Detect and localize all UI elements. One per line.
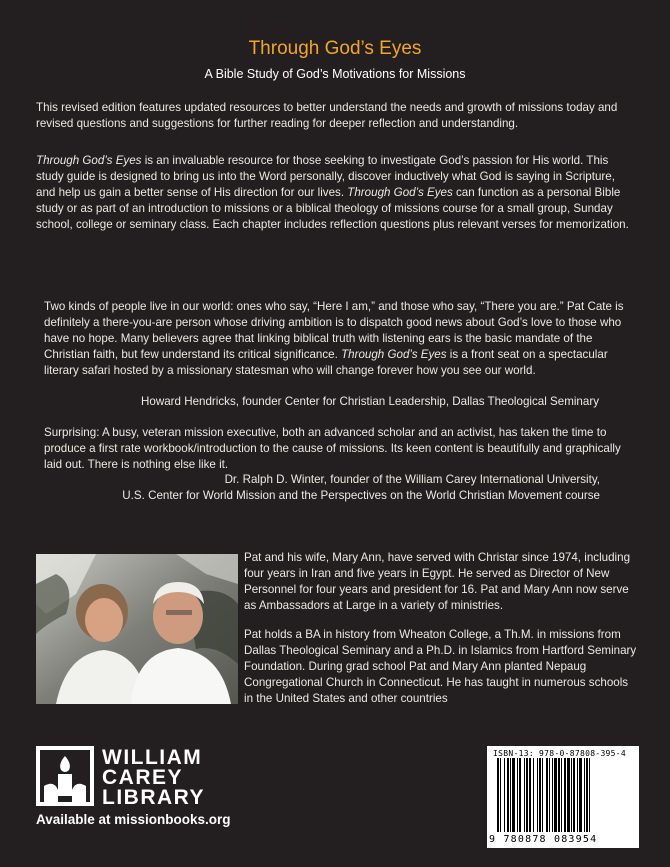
intro-paragraph-2 — [36, 153, 636, 233]
book-title-inline-b: Through God’s Eyes — [347, 186, 453, 199]
intro-text-b: can function as a personal Bible study or as part of an introduction to missions or a biblical theology of missions course for a small group, Sunday school, college or seminary class. Each chapter includes reflection questions plus relevant verses for memorization. — [36, 186, 629, 231]
attribution-winter-2: U.S. Center for World Mission and the Perspectives on the World Christian Movement course — [122, 489, 600, 502]
barcode-icon — [487, 746, 639, 848]
author-bio-paragraph-2: Pat holds a BA in history from Wheaton College, a Th.M. in missions from Dallas Theological Seminary and a Ph.D. in Islamics from Hartford Seminary Foundation. During grad school Pat and Mary Ann planted Nepaug Congregational Church in Connecticut. He has taught in numerous schools in the United States and other countries — [244, 628, 637, 705]
attribution-hendricks: Howard Hendricks, founder Center for Christian Leadership, Dallas Theological Seminary — [141, 395, 599, 408]
publisher-name-line-3: LIBRARY — [102, 786, 206, 809]
barcode-digits: 9 780878 083954 — [489, 834, 598, 845]
publisher-name-line-1: WILLIAM — [102, 746, 203, 769]
barcode-area — [487, 746, 639, 848]
quote-text-b: is a front seat on a spectacular literary safari hosted by a missionary statesman who will change forever how you see our world. — [44, 348, 608, 377]
quote-book-title: Through God’s Eyes — [341, 348, 447, 361]
isbn-label: ISBN-13: 978-0-87808-395-4 — [493, 749, 627, 758]
book-subtitle: A Bible Study of God’s Motivations for Missions — [204, 67, 466, 81]
attribution-winter-1: Dr. Ralph D. Winter, founder of the William Carey International University, — [224, 473, 600, 486]
endorsement-winter: Surprising: A busy, veteran mission executive, both an advanced scholar and an activist, has taken the time to produce a first rate workbook/introduction to the cause of missions. Its keen content is beautifully and graphically laid out. There is nothing else like it. — [44, 426, 621, 471]
book-title-inline: Through God’s Eyes — [36, 154, 142, 167]
intro-paragraph-1: This revised edition features updated resources to better understand the needs and growth of missions today and revised questions and suggestions for further reading for deeper reflection and understanding. — [36, 101, 618, 130]
author-bio-paragraph-1: Pat and his wife, Mary Ann, have served with Christar since 1974, including four years in Iran and five years in Egypt. He served as Director of New Personnel for four years and president for 16. Pat and Mary Ann now serve as Ambassadors at Large in a variety of ministries. — [244, 551, 631, 612]
author-photo — [36, 554, 238, 704]
quote-text-a: Two kinds of people live in our world: ones who say, “Here I am,” and those who say, “There you are.” Pat Cate is definitely a there-you-are person whose driving ambition is to dispatch good news about God’s love to those who have no hope. Many believers agree that linking biblical truth with listening ears is the basic mandate of the Christian faith, but few understand its critical significance. — [44, 300, 624, 361]
intro-text-a: is an invaluable resource for those seeking to investigate God’s passion for His world. This study guide is designed to bring us into the Word personally, discover inductively what God is saying in Scripture, and help us gain a better sense of His direction for our lives. — [36, 154, 615, 199]
william-carey-logo-badge — [36, 746, 94, 806]
availability-link-text: Available at missionbooks.org — [36, 812, 231, 827]
publisher-name-line-2: CAREY — [102, 766, 184, 789]
endorsement-hendricks — [44, 299, 624, 379]
book-title: Through God’s Eyes — [248, 38, 422, 59]
